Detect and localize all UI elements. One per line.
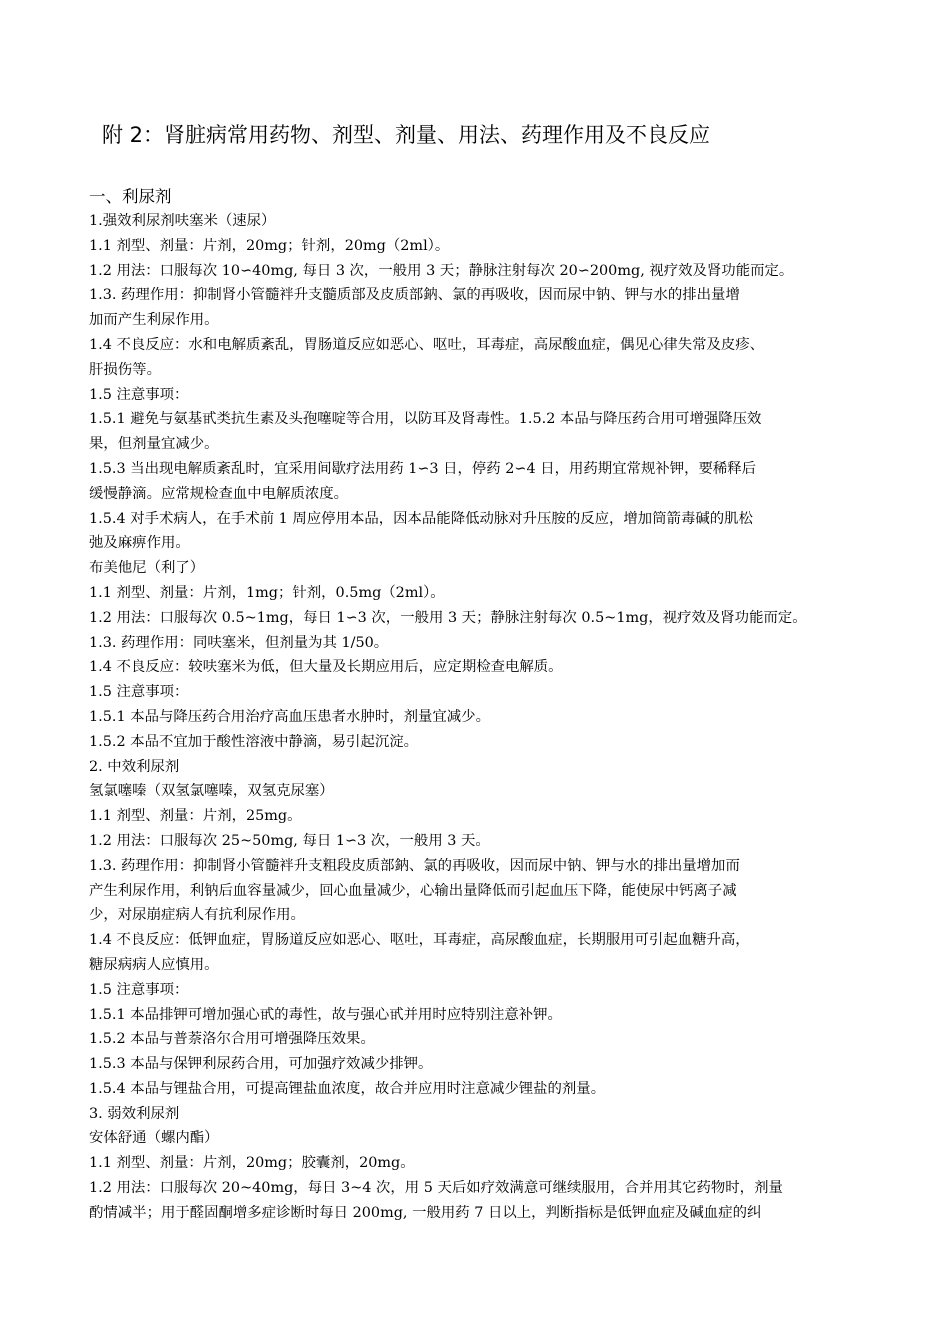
text-line: 1.2 用法：口服每次 20~40mg，每日 3~4 次，用 5 天后如疗效满意可继续服用，合并用其它药物时，剂量 bbox=[89, 1180, 783, 1197]
document-title: 附 2：肾脏病常用药物、剂型、剂量、用法、药理作用及不良反应 bbox=[102, 123, 711, 147]
text-line: 1.5.2 本品不宜加于酸性溶液中静滴，易引起沉淀。 bbox=[89, 733, 419, 750]
text-line: 1.4 不良反应：水和电解质紊乱，胃肠道反应如恶心、呕吐，耳毒症，高尿酸血症，偶见心律失常及皮疹、 bbox=[89, 336, 765, 353]
text-line: 1.5.2 本品与普萘洛尔合用可增强降压效果。 bbox=[89, 1031, 375, 1048]
text-line: 1.3. 药理作用：抑制肾小管髓袢升支粗段皮质部鈉、氯的再吸收，因而尿中钠、钾与水的排出量增加而 bbox=[89, 857, 740, 874]
text-line: 缓慢静滴。应常规检查血中电解质浓度。 bbox=[89, 485, 349, 502]
text-line: 1.5.3 本品与保钾利尿药合用，可加强疗效减少排钾。 bbox=[89, 1056, 433, 1073]
text-line: 产生利尿作用，利钠后血容量减少，回心血量减少，心输出量降低而引起血压下降，能使尿中钙离子减 bbox=[89, 882, 737, 899]
text-line: 1.1 剂型、剂量：片剂，1mg；针剂，0.5mg（2ml）。 bbox=[89, 584, 445, 601]
text-line: 果，但剂量宜减少。 bbox=[89, 436, 219, 453]
text-line: 1.1 剂型、剂量：片剂，20mg；胶囊剂，20mg。 bbox=[89, 1155, 415, 1172]
text-line: 1.4 不良反应：低钾血症，胃肠道反应如恶心、呕吐，耳毒症，高尿酸血症，长期服用可引起血糖升高， bbox=[89, 932, 750, 949]
text-line: 弛及麻痹作用。 bbox=[89, 535, 190, 552]
text-line: 1.2 用法：口服每次 0.5~1mg，每日 1∽3 次，一般用 3 天；静脉注射每次 0.5~1mg，视疗效及肾功能而定。 bbox=[89, 609, 807, 626]
text-line: 1.5.3 当出现电解质紊乱时，宜采用间歇疗法用药 1∽3 日，停药 2∽4 日，用药期宜常规补钾，要稀释后 bbox=[89, 460, 757, 477]
text-line: 3. 弱效利尿剂 bbox=[89, 1105, 180, 1122]
text-line: 布美他尼（利了） bbox=[89, 560, 205, 577]
text-line: 1.5 注意事项： bbox=[89, 684, 189, 701]
text-line: 1.5 注意事项： bbox=[89, 386, 189, 403]
text-line: 1.4 不良反应：较呋塞米为低，但大量及长期应用后，应定期检查电解质。 bbox=[89, 659, 563, 676]
text-line: 氢氯噻嗪（双氢氯噻嗪，双氢克尿塞） bbox=[89, 783, 334, 800]
text-line: 酌情减半；用于醛固酮增多症诊断时每日 200mg, 一般用药 7 日以上，判断指标是低钾血症及碱血症的纠 bbox=[89, 1204, 762, 1221]
section-heading: 一、利尿剂 bbox=[89, 187, 172, 206]
document-body bbox=[89, 209, 879, 1226]
text-line: 安体舒通（螺内酯） bbox=[89, 1130, 219, 1147]
text-line: 1.2 用法：口服每次 25~50mg, 每日 1∽3 次，一般用 3 天。 bbox=[89, 832, 490, 849]
text-line: 1.1 剂型、剂量：片剂，20mg；针剂，20mg（2ml）。 bbox=[89, 237, 450, 254]
text-line: 1.5.4 对手术病人，在手术前 1 周应停用本品，因本品能降低动脉对升压胺的反应，增加筒箭毒碱的肌松 bbox=[89, 510, 753, 527]
text-line: 少，对尿崩症病人有抗利尿作用。 bbox=[89, 907, 305, 924]
text-line: 1.强效利尿剂呋塞米（速尿） bbox=[89, 213, 276, 229]
text-line: 1.3. 药理作用：抑制肾小管髓袢升支髓质部及皮质部鈉、氯的再吸收，因而尿中钠、钾与水的排出量增 bbox=[89, 287, 740, 304]
text-line: 2. 中效利尿剂 bbox=[89, 758, 180, 775]
text-line: 1.5.1 避免与氨基甙类抗生素及头孢噻啶等合用，以防耳及肾毒性。1.5.2 本品与降压药合用可增强降压效 bbox=[89, 411, 762, 428]
text-line: 1.5 注意事项： bbox=[89, 981, 189, 998]
text-line: 1.1 剂型、剂量：片剂，25mg。 bbox=[89, 808, 302, 825]
text-line: 肝损伤等。 bbox=[89, 361, 161, 378]
text-line: 1.5.4 本品与锂盐合用，可提高锂盐血浓度，故合并应用时注意减少锂盐的剂量。 bbox=[89, 1080, 606, 1097]
text-line: 1.2 用法：口服每次 10∽40mg, 每日 3 次，一般用 3 天；静脉注射每次 20∽200mg, 视疗效及肾功能而定。 bbox=[89, 262, 794, 279]
text-line: 糖尿病病人应慎用。 bbox=[89, 956, 219, 973]
text-line: 1.5.1 本品与降压药合用治疗高血压患者水肿时，剂量宜减少。 bbox=[89, 708, 490, 725]
text-line: 1.3. 药理作用：同呋塞米，但剂量为其 1/50。 bbox=[89, 634, 389, 651]
text-line: 加而产生利尿作用。 bbox=[89, 312, 219, 329]
text-line: 1.5.1 本品排钾可增加强心甙的毒性，故与强心甙并用时应特别注意补钾。 bbox=[89, 1006, 562, 1023]
